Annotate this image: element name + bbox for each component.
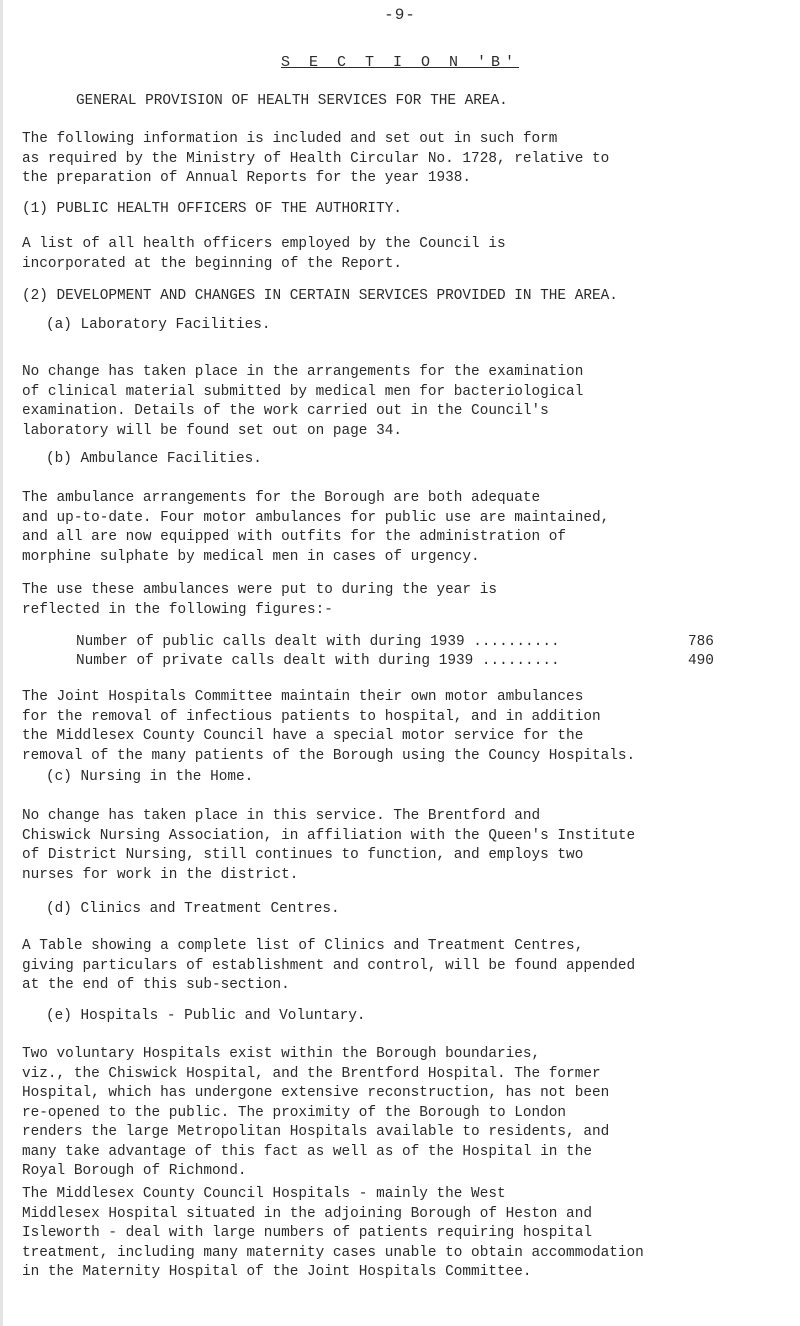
subsection-b-heading: (b) Ambulance Facilities. — [46, 451, 262, 467]
subsection-e-heading: (e) Hospitals - Public and Voluntary. — [46, 1008, 366, 1024]
subsection-d-paragraph: A Table showing a complete list of Clinics and Treatment Centres, giving particulars of establishment and control, will be found appended at the end of this sub-section. — [22, 938, 636, 993]
subsection-a-heading: (a) Laboratory Facilities. — [46, 317, 271, 333]
subsection-d-heading: (d) Clinics and Treatment Centres. — [46, 901, 340, 917]
subsection-a-paragraph: No change has taken place in the arrangements for the examination of clinical material submitted by medical men for bacteriological examination. Details of the work carried out in the Council's laboratory will be found set out on page 34. — [22, 364, 584, 439]
private-calls-label: Number of private calls dealt with during 1939 ......... — [76, 653, 560, 669]
subsection-b-paragraph-3: The Joint Hospitals Committee maintain their own motor ambulances for the removal of infectious patients to hospital, and in addition the Middlesex County Council have a special motor service for the removal of the many patients of the Borough using the Councy Hospitals. — [22, 689, 636, 764]
section-1-heading: (1) PUBLIC HEALTH OFFICERS OF THE AUTHORITY. — [22, 201, 402, 217]
page-edge-shadow — [0, 0, 3, 1326]
intro-paragraph: The following information is included and set out in such form as required by the Ministry of Health Circular No. 1728, relative to the preparation of Annual Reports for the year 1938. — [22, 131, 610, 186]
subsection-e-paragraph-1: Two voluntary Hospitals exist within the Borough boundaries, viz., the Chiswick Hospital, and the Brentford Hospital. The former Hospital, which has undergone extensive reconstruction, has not been re-opened to the public. The proximity of the Borough to London renders the large Metropolitan Hospitals available to residents, and many take advantage of this fact as well as of the Hospital in the Royal Borough of Richmond. — [22, 1046, 610, 1179]
subsection-b-paragraph-2: The use these ambulances were put to during the year is reflected in the following figures:- — [22, 582, 497, 618]
subsection-b-paragraph-1: The ambulance arrangements for the Borough are both adequate and up-to-date. Four motor ambulances for public use are maintained, and all are now equipped with outfits for the administration of morphine sulphate by medical men in cases of urgency. — [22, 490, 610, 565]
section-2-heading: (2) DEVELOPMENT AND CHANGES IN CERTAIN SERVICES PROVIDED IN THE AREA. — [22, 288, 618, 304]
section-1-paragraph: A list of all health officers employed by the Council is incorporated at the beginning of the Report. — [22, 236, 506, 272]
subsection-c-paragraph: No change has taken place in this service. The Brentford and Chiswick Nursing Association, in affiliation with the Queen's Institute of District Nursing, still continues to function, and employs two nurses for work in the district. — [22, 808, 636, 883]
public-calls-label: Number of public calls dealt with during 1939 .......... — [76, 634, 560, 650]
private-calls-value: 490 — [688, 653, 714, 669]
subsection-e-paragraph-2: The Middlesex County Council Hospitals - mainly the West Middlesex Hospital situated in the adjoining Borough of Heston and Isleworth - deal with large numbers of patients requiring hospital treatment, including many maternity cases unable to obtain accommodation in the Maternity Hospital of the Joint Hospitals Committee. — [22, 1186, 644, 1280]
subsection-c-heading: (c) Nursing in the Home. — [46, 769, 254, 785]
page-number: -9- — [384, 6, 416, 24]
main-heading: GENERAL PROVISION OF HEALTH SERVICES FOR THE AREA. — [76, 93, 508, 109]
public-calls-row — [76, 633, 714, 653]
private-calls-row — [76, 652, 714, 672]
public-calls-value: 786 — [688, 634, 714, 650]
section-title: S E C T I O N 'B' — [280, 54, 520, 71]
